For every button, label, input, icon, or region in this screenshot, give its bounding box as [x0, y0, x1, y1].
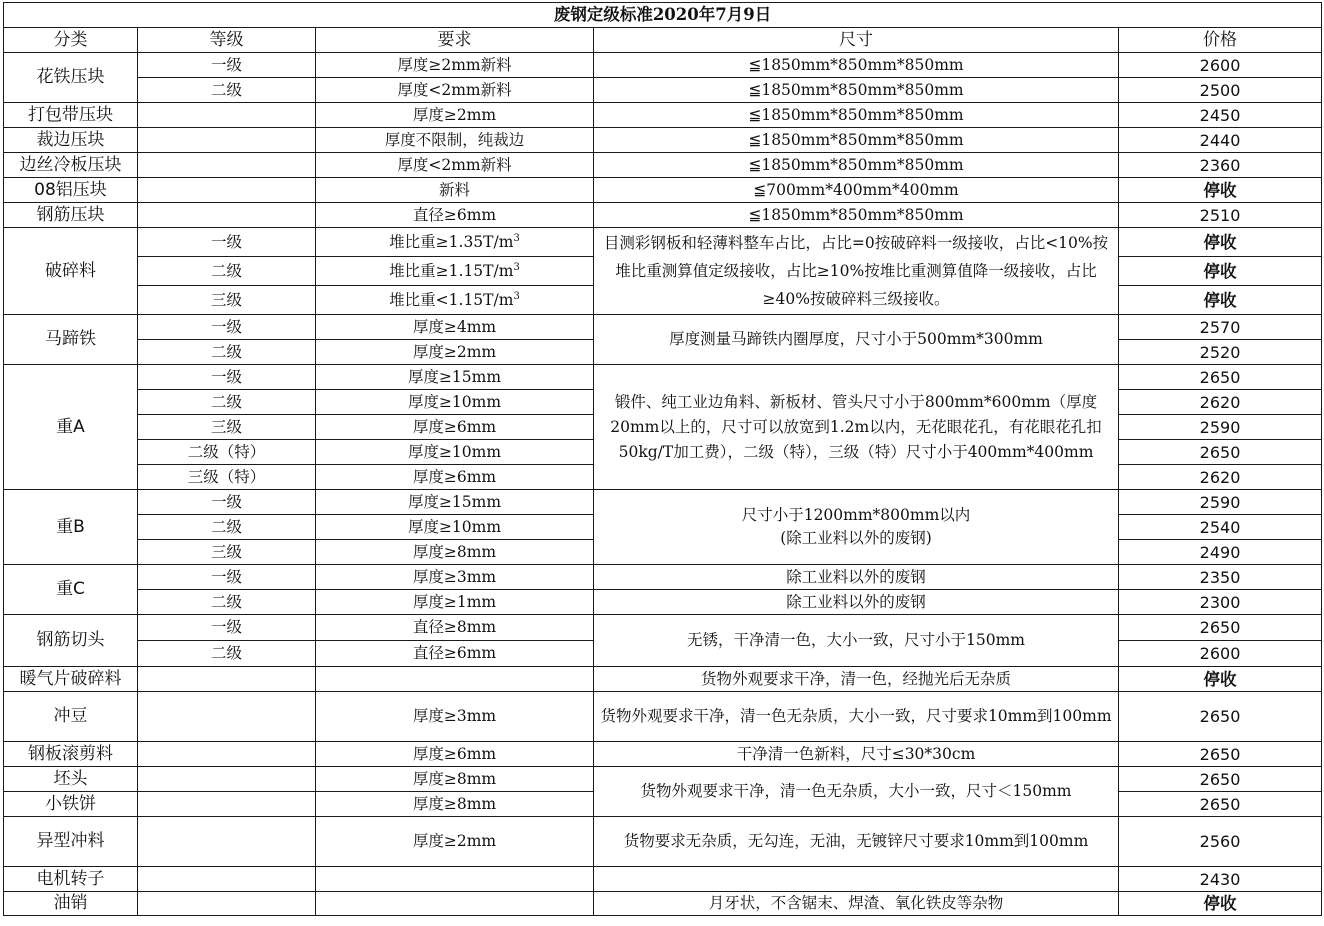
requirement-cell	[316, 667, 594, 692]
grade-cell: 一级	[138, 490, 316, 515]
size-line: (除工业料以外的废钢)	[780, 529, 932, 547]
grade-cell: 二级	[138, 78, 316, 103]
table-row	[4, 153, 1322, 178]
grade-cell	[138, 103, 316, 128]
category-cell: 钢板滚剪料	[4, 742, 138, 767]
grade-cell	[138, 667, 316, 692]
category-cell: 重A	[4, 365, 138, 490]
price-cell: 2650	[1119, 615, 1322, 641]
grade-cell	[138, 153, 316, 178]
size-cell: ≦1850mm*850mm*850mm	[594, 153, 1119, 178]
size-cell: ≦1850mm*850mm*850mm	[594, 53, 1119, 78]
requirement-cell	[316, 892, 594, 916]
requirement-cell: 厚度≥6mm	[316, 742, 594, 767]
requirement-cell: 新料	[316, 178, 594, 203]
table-row	[4, 203, 1322, 228]
table-row	[4, 128, 1322, 153]
requirement-cell: 直径≥6mm	[316, 203, 594, 228]
grade-cell	[138, 203, 316, 228]
table-row	[4, 667, 1322, 692]
grade-cell	[138, 692, 316, 742]
requirement-cell	[316, 867, 594, 892]
table-row	[4, 315, 1322, 340]
category-cell: 边丝冷板压块	[4, 153, 138, 178]
price-cell: 2540	[1119, 515, 1322, 540]
table-row	[4, 892, 1322, 916]
price-cell: 2360	[1119, 153, 1322, 178]
size-cell: 货物外观要求干净，清一色无杂质，大小一致，尺寸要求10mm到100mm	[594, 692, 1119, 742]
category-cell: 花铁压块	[4, 53, 138, 103]
requirement-cell: 厚度≥3mm	[316, 565, 594, 590]
requirement-cell: 直径≥8mm	[316, 615, 594, 641]
price-cell: 2650	[1119, 365, 1322, 390]
requirement-cell: 直径≥6mm	[316, 641, 594, 667]
table-title: 废钢定级标准2020年7月9日	[4, 3, 1322, 28]
requirement-cell: 厚度≥10mm	[316, 515, 594, 540]
size-cell: 除工业料以外的废钢	[594, 590, 1119, 615]
grade-cell: 一级	[138, 53, 316, 78]
table-row	[4, 53, 1322, 78]
table-row	[4, 490, 1322, 515]
grade-cell: 一级	[138, 615, 316, 641]
grade-cell: 二级	[138, 641, 316, 667]
grade-cell: 一级	[138, 365, 316, 390]
table-row	[4, 365, 1322, 390]
table-row	[4, 103, 1322, 128]
scrap-steel-grading-table	[3, 2, 1322, 916]
price-cell: 停收	[1119, 257, 1322, 286]
category-cell: 油销	[4, 892, 138, 916]
category-cell: 钢筋压块	[4, 203, 138, 228]
size-cell: 无锈，干净清一色，大小一致，尺寸小于150mm	[594, 615, 1119, 667]
price-cell: 2510	[1119, 203, 1322, 228]
table-row	[4, 767, 1322, 792]
size-cell: ≦1850mm*850mm*850mm	[594, 78, 1119, 103]
category-cell: 钢筋切头	[4, 615, 138, 667]
header-requirement: 要求	[316, 28, 594, 53]
table-row	[4, 78, 1322, 103]
price-cell: 2600	[1119, 53, 1322, 78]
price-cell: 2620	[1119, 390, 1322, 415]
requirement-cell: 厚度不限制，纯裁边	[316, 128, 594, 153]
price-cell: 2500	[1119, 78, 1322, 103]
category-cell: 异型冲料	[4, 817, 138, 867]
table-row	[4, 692, 1322, 742]
table-row	[4, 590, 1322, 615]
requirement-cell: 厚度≥8mm	[316, 540, 594, 565]
price-cell: 2300	[1119, 590, 1322, 615]
unit-superscript: 3	[513, 261, 520, 273]
requirement-cell: 厚度≥1mm	[316, 590, 594, 615]
grade-cell: 一级	[138, 315, 316, 340]
size-cell: ≦1850mm*850mm*850mm	[594, 103, 1119, 128]
grade-cell: 二级	[138, 340, 316, 365]
header-size: 尺寸	[594, 28, 1119, 53]
price-cell: 2650	[1119, 440, 1322, 465]
grade-cell	[138, 892, 316, 916]
price-cell: 2620	[1119, 465, 1322, 490]
unit-superscript: 3	[513, 290, 520, 302]
header-row	[4, 28, 1322, 53]
size-cell: 货物要求无杂质，无勾连，无油，无镀锌尺寸要求10mm到100mm	[594, 817, 1119, 867]
header-price: 价格	[1119, 28, 1322, 53]
grade-cell: 二级	[138, 390, 316, 415]
price-cell: 2650	[1119, 792, 1322, 817]
grade-cell: 一级	[138, 565, 316, 590]
grade-cell	[138, 817, 316, 867]
grade-cell: 三级（特）	[138, 465, 316, 490]
table-row	[4, 742, 1322, 767]
category-cell: 暖气片破碎料	[4, 667, 138, 692]
grade-cell: 二级	[138, 515, 316, 540]
category-cell: 坯头	[4, 767, 138, 792]
price-cell: 2560	[1119, 817, 1322, 867]
requirement-text: 堆比重≥1.15T/m	[389, 261, 514, 280]
requirement-cell: 厚度≥2mm	[316, 817, 594, 867]
category-cell: 破碎料	[4, 228, 138, 315]
size-line: 尺寸小于1200mm*800mm以内	[741, 506, 971, 524]
size-cell	[594, 867, 1119, 892]
grade-cell	[138, 128, 316, 153]
size-cell: ≦1850mm*850mm*850mm	[594, 128, 1119, 153]
price-cell: 2570	[1119, 315, 1322, 340]
grade-cell: 二级	[138, 590, 316, 615]
grade-cell: 三级	[138, 415, 316, 440]
requirement-cell: 厚度≥15mm	[316, 365, 594, 390]
price-cell: 2520	[1119, 340, 1322, 365]
unit-superscript: 3	[513, 232, 520, 244]
category-cell: 电机转子	[4, 867, 138, 892]
category-cell: 裁边压块	[4, 128, 138, 153]
category-cell: 小铁饼	[4, 792, 138, 817]
price-cell: 停收	[1119, 228, 1322, 257]
size-cell: 干净清一色新料，尺寸≤30*30cm	[594, 742, 1119, 767]
price-cell: 停收	[1119, 178, 1322, 203]
requirement-cell: 厚度<2mm新料	[316, 78, 594, 103]
requirement-cell: 厚度≥3mm	[316, 692, 594, 742]
price-cell: 2600	[1119, 641, 1322, 667]
table-row	[4, 178, 1322, 203]
grade-cell: 二级（特）	[138, 440, 316, 465]
size-cell: 货物外观要求干净，清一色，经抛光后无杂质	[594, 667, 1119, 692]
grade-cell	[138, 767, 316, 792]
price-cell: 2450	[1119, 103, 1322, 128]
price-cell: 2650	[1119, 742, 1322, 767]
size-cell: ≦700mm*400mm*400mm	[594, 178, 1119, 203]
requirement-cell: 厚度≥4mm	[316, 315, 594, 340]
size-cell: ≦1850mm*850mm*850mm	[594, 203, 1119, 228]
requirement-cell: 厚度≥2mm	[316, 103, 594, 128]
grade-cell	[138, 867, 316, 892]
grade-cell: 二级	[138, 257, 316, 286]
size-cell: 厚度测量马蹄铁内圈厚度，尺寸小于500mm*300mm	[594, 315, 1119, 365]
header-grade: 等级	[138, 28, 316, 53]
grade-cell: 三级	[138, 540, 316, 565]
category-cell: 冲豆	[4, 692, 138, 742]
price-cell: 2650	[1119, 767, 1322, 792]
price-cell: 2440	[1119, 128, 1322, 153]
grade-cell	[138, 742, 316, 767]
requirement-cell: 厚度≥10mm	[316, 390, 594, 415]
price-cell: 2350	[1119, 565, 1322, 590]
grade-cell	[138, 792, 316, 817]
size-cell: 目测彩钢板和轻薄料整车占比，占比=0按破碎料一级接收，占比<10%按堆比重测算值定级接收，占比≥10%按堆比重测算值降一级接收，占比≥40%按破碎料三级接收。	[594, 228, 1119, 315]
table-row	[4, 867, 1322, 892]
table-row	[4, 228, 1322, 257]
header-category: 分类	[4, 28, 138, 53]
requirement-text: 堆比重≥1.35T/m	[389, 232, 514, 251]
price-cell: 停收	[1119, 286, 1322, 315]
requirement-cell: 厚度≥2mm新料	[316, 53, 594, 78]
table-row	[4, 817, 1322, 867]
requirement-cell	[316, 286, 594, 315]
price-cell: 停收	[1119, 667, 1322, 692]
size-cell: 月牙状，不含锯末、焊渣、氧化铁皮等杂物	[594, 892, 1119, 916]
size-cell	[594, 490, 1119, 565]
price-cell: 停收	[1119, 892, 1322, 916]
price-cell: 2590	[1119, 415, 1322, 440]
size-cell: 货物外观要求干净，清一色无杂质，大小一致，尺寸＜150mm	[594, 767, 1119, 817]
size-cell: 锻件、纯工业边角料、新板材、管头尺寸小于800mm*600mm（厚度20mm以上的，尺寸可以放宽到1.2m以内，无花眼花孔，有花眼花孔扣50kg/T加工费），二级（特），三级（特）尺寸小于400mm*400mm	[594, 365, 1119, 490]
requirement-text: 堆比重<1.15T/m	[389, 290, 514, 309]
requirement-cell: 厚度≥2mm	[316, 340, 594, 365]
requirement-cell	[316, 257, 594, 286]
grade-cell: 三级	[138, 286, 316, 315]
requirement-cell: 厚度≥6mm	[316, 415, 594, 440]
price-cell: 2590	[1119, 490, 1322, 515]
requirement-cell: 厚度<2mm新料	[316, 153, 594, 178]
table-row	[4, 615, 1322, 641]
grade-cell	[138, 178, 316, 203]
requirement-cell: 厚度≥15mm	[316, 490, 594, 515]
category-cell: 马蹄铁	[4, 315, 138, 365]
requirement-cell: 厚度≥8mm	[316, 767, 594, 792]
price-cell: 2430	[1119, 867, 1322, 892]
price-cell: 2650	[1119, 692, 1322, 742]
category-cell: 重B	[4, 490, 138, 565]
requirement-cell: 厚度≥10mm	[316, 440, 594, 465]
grade-cell: 一级	[138, 228, 316, 257]
table-row	[4, 565, 1322, 590]
category-cell: 重C	[4, 565, 138, 615]
category-cell: 08铝压块	[4, 178, 138, 203]
requirement-cell	[316, 228, 594, 257]
category-cell: 打包带压块	[4, 103, 138, 128]
size-cell: 除工业料以外的废钢	[594, 565, 1119, 590]
price-cell: 2490	[1119, 540, 1322, 565]
requirement-cell: 厚度≥6mm	[316, 465, 594, 490]
requirement-cell: 厚度≥8mm	[316, 792, 594, 817]
